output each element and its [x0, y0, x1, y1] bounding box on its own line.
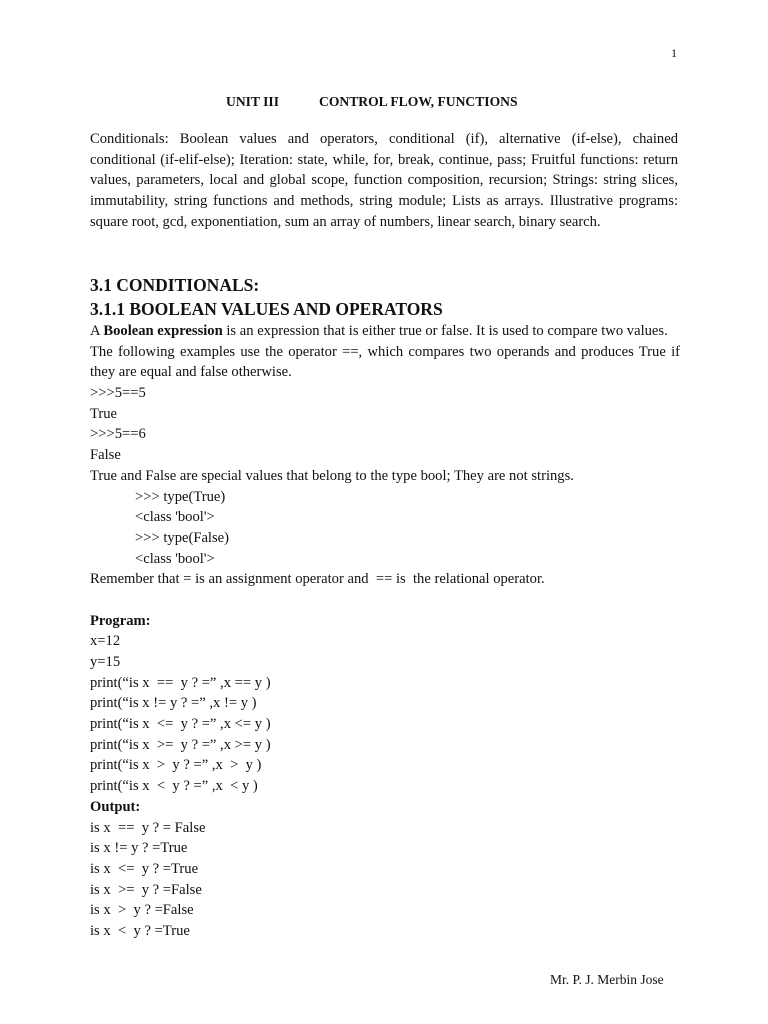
- type-example-line: >>> type(False): [135, 529, 229, 546]
- example-line: False: [90, 447, 121, 464]
- output-line: is x != y ? =True: [90, 840, 188, 857]
- example-line: >>>5==6: [90, 426, 146, 443]
- output-line: is x > y ? =False: [90, 902, 194, 919]
- program-line: x=12: [90, 633, 121, 650]
- type-example-line: <class 'bool'>: [135, 550, 215, 567]
- unit-label: UNIT III: [226, 94, 280, 109]
- bool-note: True and False are special values that belong to the type bool; They are not strings.: [90, 467, 574, 484]
- subsection-heading: 3.1.1 BOOLEAN VALUES AND OPERATORS: [90, 299, 443, 319]
- output-line: is x >= y ? =False: [90, 881, 202, 898]
- program-line: print(“is x != y ? =” ,x != y ): [90, 695, 257, 712]
- type-example-line: <class 'bool'>: [135, 509, 215, 526]
- output-line: is x < y ? =True: [90, 922, 190, 939]
- output-line: is x <= y ? =True: [90, 860, 199, 877]
- output-line: is x == y ? = False: [90, 819, 206, 836]
- examples-intro-paragraph: The following examples use the operator ==, which compares two operands and produces True if they are equal and false otherwise.: [90, 343, 680, 381]
- program-line: print(“is x > y ? =” ,x > y ): [90, 757, 262, 774]
- section-heading: 3.1 CONDITIONALS:: [90, 275, 260, 295]
- unit-topic: CONTROL FLOW, FUNCTIONS: [319, 94, 518, 109]
- blank-spacer: [90, 590, 680, 611]
- program-line: print(“is x >= y ? =” ,x >= y ): [90, 736, 271, 753]
- intro-rest: is an expression that is either true or false. It is used to compare two values.: [222, 323, 668, 339]
- program-label: Program:: [90, 612, 151, 629]
- type-example-line: >>> type(True): [135, 488, 226, 505]
- remember-note: Remember that = is an assignment operator and == is the relational operator.: [90, 571, 545, 588]
- main-content: [90, 321, 680, 942]
- intro-prefix: A: [90, 323, 104, 339]
- page-number: 1: [671, 46, 677, 60]
- example-line: True: [90, 405, 118, 422]
- program-line: print(“is x == y ? =” ,x == y ): [90, 674, 271, 691]
- output-label: Output:: [90, 798, 141, 815]
- program-line: y=15: [90, 654, 121, 671]
- author-footer: Mr. P. J. Merbin Jose: [550, 972, 664, 987]
- program-line: print(“is x <= y ? =” ,x <= y ): [90, 716, 271, 733]
- syllabus-paragraph: Conditionals: Boolean values and operators, conditional (if), alternative (if-else), chained conditional (if-elif-else); Iteration: state, while, for, break, continue, pass; Fruitful functions: return values, parameters, local and global scope, function composition, recursion; Strings: string slices, immutability, string functions and methods, string module; Lists as arrays. Illustrative programs: square root, gcd, exponentiation, sum an array of numbers, linear search, binary search.: [90, 131, 678, 230]
- example-line: >>>5==5: [90, 385, 146, 402]
- intro-term: Boolean expression: [103, 323, 223, 339]
- program-line: print(“is x < y ? =” ,x < y ): [90, 778, 258, 795]
- intro-paragraph: [90, 321, 680, 342]
